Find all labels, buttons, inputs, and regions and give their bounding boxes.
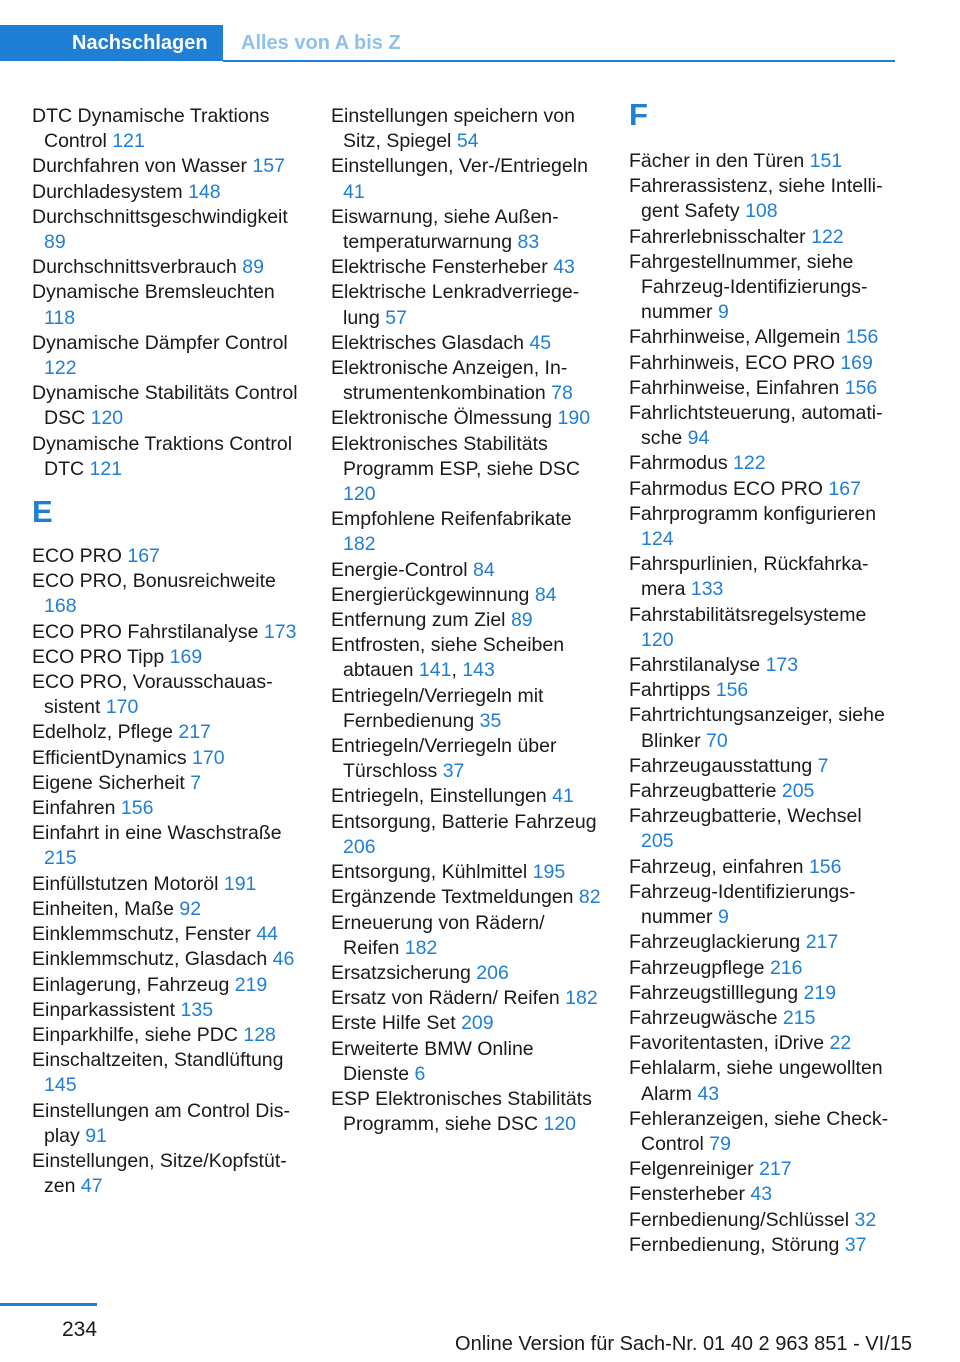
index-entry [629,174,899,224]
page-reference-link[interactable]: 45 [529,331,552,354]
index-column-2 [331,104,601,1137]
index-entry-term: Fahrzeug-Identifizierungsnummer [629,880,856,929]
page-reference-link[interactable]: 122 [733,452,766,475]
index-entry [629,754,899,779]
index-entry-term: Einheiten, Maße [32,897,174,920]
index-entry-term: Einfahren [32,797,116,820]
page-reference-link[interactable]: 156 [845,326,879,349]
index-entry [629,149,899,174]
index-entry [32,331,302,381]
page-reference-link[interactable]: 157 [252,155,285,178]
index-entry-term: Energie-Control [331,558,468,581]
page-reference-link[interactable]: 170 [105,696,139,719]
index-entry-term: Fahrtipps [629,679,711,702]
index-entry [629,779,899,804]
index-entry [629,981,899,1006]
index-entry-term: Fahrgestellnummer, siehe Fahrzeug-Identifizierungsnummer [629,250,868,324]
index-entry [629,225,899,250]
index-entry-term: Erneuerung von Rädern/ Reifen [331,911,545,959]
index-entry [629,477,899,502]
index-entry-term: Fahrstilanalyse [629,654,761,677]
index-entry-term: ESP Elektronisches Stabilitäts Programm, siehe DSC [331,1087,592,1136]
index-entry-term: Elektronische Ölmessung [331,407,553,430]
page-reference-link[interactable]: 9 [717,301,729,324]
index-entry-term: Dynamische Bremsleuchten [32,281,275,304]
index-entry-term: ECO PRO Fahrstilanalyse [32,620,259,643]
page-reference-link[interactable]: 219 [234,973,268,996]
index-entry [629,653,899,678]
page-reference-link[interactable]: 133 [690,578,724,601]
index-entry [32,432,302,482]
index-entry-term: Fahrzeugbatterie [629,780,777,803]
index-entry-term: Fahrzeugbatterie, Wechsel [629,805,862,828]
page-reference-link[interactable]: 141 [418,659,452,682]
index-entry [32,1149,302,1199]
index-entry-term: Entsorgung, Batterie Fahrzeug [331,810,597,833]
page-reference-link[interactable]: 70 [706,729,728,752]
page-reference-link[interactable]: 37 [844,1233,867,1256]
index-section-letter: E [32,494,53,530]
index-entry-term: Durchschnittsgeschwindigkeit [32,205,288,228]
page-reference-link[interactable]: 209 [461,1012,494,1035]
index-entry [331,684,601,734]
page-reference-link[interactable]: 143 [462,659,495,682]
index-entry-term: Fahrerlebnisschalter [629,225,806,248]
index-entry [331,558,601,583]
tab-alles-von-a-bis-z[interactable]: Alles von A bis Z [241,31,401,54]
index-entry [331,608,601,633]
index-entry [32,897,302,922]
index-entry [32,973,302,998]
page-reference-link[interactable]: 84 [534,583,557,606]
index-entry-term: Fahrhinweise, Allgemein [629,326,841,349]
index-entry-term: Durchladesystem [32,180,183,203]
page-reference-link[interactable]: 217 [805,931,839,954]
index-entry-term: DTC Dynamische Traktions Control [32,105,270,153]
index-entry-term: Fahrhinweis, ECO PRO [629,351,835,374]
index-entry-term: Elektronische Anzeigen, Instrumentenkombination [331,357,568,405]
index-entry-term: Entfernung zum Ziel [331,609,506,632]
page-reference-link[interactable]: 84 [473,558,495,581]
index-entry [32,569,302,619]
page-reference-link[interactable]: 128 [243,1023,276,1046]
index-entry [32,872,302,897]
index-entry-term: Ersatz von Rädern/ Reifen [331,987,560,1010]
page-reference-link[interactable]: 170 [192,746,225,769]
page-reference-link[interactable]: 167 [127,545,160,568]
page-reference-link[interactable]: 215 [782,1006,816,1029]
index-entry-term: Einstellungen am Control Display [32,1099,290,1147]
page-reference-link[interactable]: 121 [89,457,123,480]
tab-nachschlagen[interactable]: Nachschlagen [0,25,223,61]
page-reference-link[interactable]: 169 [169,645,203,668]
page-reference-link[interactable]: 206 [343,835,376,858]
page-reference-link[interactable]: 7 [190,771,202,794]
page-reference-link[interactable]: 122 [811,225,844,248]
index-entry [32,544,302,569]
index-entry-term: Einschaltzeiten, Standlüftung [32,1049,284,1072]
index-entry [629,376,899,401]
page-reference-link[interactable]: 94 [687,427,710,450]
index-entry-term: Einstellungen speichern von Sitz, Spiegel [331,105,575,153]
index-entry-term: Fernbedienung/Schlüssel [629,1208,850,1231]
page-reference-link[interactable]: 83 [517,231,540,254]
index-entry-term: Dynamische Dämpfer Control [32,331,288,354]
index-entry-term: Einfüllstutzen Motoröl [32,872,219,895]
index-entry [32,998,302,1023]
page-reference-link[interactable]: 108 [745,200,778,223]
page-reference-link[interactable]: 121 [112,130,145,153]
index-entry-term: EfficientDynamics [32,746,187,769]
index-entry-term: Einparkhilfe, siehe PDC [32,1023,238,1046]
index-entry [32,947,302,972]
index-entry [331,406,601,431]
index-entry [629,451,899,476]
page-reference-link[interactable]: 43 [697,1082,720,1105]
index-entry [629,855,899,880]
index-entry [32,746,302,771]
page-reference-link[interactable]: 43 [750,1183,773,1206]
page-reference-link[interactable]: 215 [44,847,77,870]
index-entry-term: Energierückgewinnung [331,583,530,606]
index-entry [629,956,899,981]
footer-version-text: Online Version für Sach-Nr. 01 40 2 963 851 - VI/15 [455,1333,912,1355]
index-entry-term: Fahrprogramm konfigurieren [629,502,877,525]
index-entry-term: Fahrzeugausstattung [629,754,813,777]
page-number: 234 [62,1318,98,1341]
index-column-1 [32,104,302,1199]
index-entry-term: Elektrische Lenkradverriegelung [331,281,580,329]
index-entry-term: Ergänzende Textmeldungen [331,886,574,909]
page-reference-link[interactable]: 191 [223,872,257,895]
index-entry [331,1037,601,1087]
index-entry [32,1048,302,1098]
index-entry-term: Fahrtrichtungsanzeiger, siehe Blinker [629,704,885,752]
index-entry [32,720,302,745]
page-reference-link[interactable]: 32 [854,1208,877,1231]
index-entry-term: Eigene Sicherheit [32,771,185,794]
page-reference-link[interactable]: 92 [179,897,202,920]
page-reference-link[interactable]: 205 [781,780,815,803]
header-divider [223,60,895,62]
index-entry [331,810,601,860]
page-reference-link[interactable]: 206 [476,961,509,984]
index-entry [32,280,302,330]
page-reference-link[interactable]: 89 [44,231,66,254]
index-entry [331,507,601,557]
index-entry [629,552,899,602]
index-entry-term: ECO PRO [32,545,122,568]
index-entry-term: Entsorgung, Kühlmittel [331,861,528,884]
page-reference-link[interactable]: 120 [641,628,674,651]
page-reference-link[interactable]: 41 [343,180,365,203]
index-entry [629,502,899,552]
index-entry [629,1182,899,1207]
page-reference-link[interactable]: 122 [44,357,77,380]
page-reference-link[interactable]: 195 [532,861,566,884]
index-entry [629,1107,899,1157]
page-reference-link[interactable]: 205 [641,830,674,853]
index-entry-term: ECO PRO Tipp [32,645,165,668]
header-tabs [0,25,401,61]
page-reference-link[interactable]: 167 [828,477,861,500]
index-entry [629,930,899,955]
index-entry-term: Erste Hilfe Set [331,1012,456,1035]
index-entry [331,255,601,280]
page-reference-link[interactable]: 151 [809,150,843,172]
index-entry-term: Ersatzsicherung [331,961,471,984]
page-reference-link[interactable]: 54 [456,130,479,153]
index-entry-term: Durchfahren von Wasser [32,155,247,178]
page-reference-link[interactable]: 217 [759,1158,792,1181]
index-entry-term: Elektronisches Stabilitäts Programm ESP, siehe DSC [331,432,580,480]
page-reference-link[interactable]: 91 [85,1124,107,1147]
index-entry-term: Einlagerung, Fahrzeug [32,973,230,996]
index-entry-term: Favoritentasten, iDrive [629,1032,825,1055]
index-entry-term: Fahrerassistenz, siehe Intelligent Safety [629,175,883,223]
index-entry [331,784,601,809]
index-entry-term: Fahrlichtsteuerung, automatische [629,402,883,450]
index-entry-term: Fächer in den Türen [629,150,805,172]
index-entry [331,986,601,1011]
page-reference-link[interactable]: 37 [442,760,465,783]
index-entry [629,1157,899,1182]
index-entry-term: Einklemmschutz, Glasdach [32,948,268,971]
index-entry [331,356,601,406]
page-reference-link[interactable]: 79 [709,1132,731,1155]
page-reference-link[interactable]: 156 [844,376,878,399]
footer-divider [0,1303,97,1306]
index-entry-term: Fahrzeugpflege [629,956,765,979]
index-column-3 [629,97,899,1258]
index-entry-term: Einstellungen, Sitze/Kopfstützen [32,1149,287,1198]
index-entry [331,961,601,986]
page-reference-link[interactable]: 169 [840,351,873,374]
index-entry-term: Durchschnittsverbrauch [32,256,237,279]
index-entry [629,325,899,350]
index-entry-term: Einstellungen, Ver-/Entriegeln [331,155,588,178]
index-entry-term: Fahrzeug, einfahren [629,855,804,878]
index-entry [331,154,601,204]
index-entry [331,1087,601,1137]
page-reference-link[interactable]: 118 [44,306,76,329]
page-reference-link[interactable]: 9 [717,906,729,929]
page-reference-link[interactable]: 219 [803,981,837,1004]
index-entry-term: Fahrmodus [629,452,728,475]
page-reference-link[interactable]: 78 [551,382,573,405]
index-entry-term: Einklemmschutz, Fenster [32,923,251,946]
index-entry-term: Fahrzeugstilllegung [629,981,799,1004]
index-entry [32,620,302,645]
index-entry-term: Fahrhinweise, Einfahren [629,376,840,399]
index-entry [331,1011,601,1036]
index-entry-term: Entriegeln, Einstellungen [331,785,547,808]
index-entry [629,1031,899,1056]
page-reference-link[interactable]: 173 [263,620,297,643]
page-reference-link[interactable]: 120 [90,407,124,430]
index-entry-term: ECO PRO, Vorausschauassistent [32,671,273,719]
page-reference-link[interactable]: 182 [343,533,376,556]
index-entry [331,432,601,508]
index-entry-term: Fahrzeugwäsche [629,1006,778,1029]
index-entry [331,331,601,356]
index-entry-term: Fernbedienung, Störung [629,1233,840,1256]
index-section-letter: F [629,97,648,132]
index-entry-term: Entriegeln/Verriegeln mit Fernbedienung [331,684,544,732]
page-reference-link[interactable]: 216 [769,956,803,979]
page-reference-link[interactable]: 44 [256,923,279,946]
index-entry-term: Dynamische Stabilitäts Control DSC [32,382,298,430]
index-entry [629,401,899,451]
page-reference-link[interactable]: 43 [553,256,575,279]
index-entry-term: Fehlalarm, siehe ungewollten Alarm [629,1057,883,1105]
index-entry-term: Einparkassistent [32,998,176,1021]
index-entry [331,911,601,961]
page-reference-link[interactable]: 173 [765,654,799,677]
index-entry [629,1056,899,1106]
page-reference-link[interactable]: 124 [641,528,674,551]
index-entry [629,1208,899,1233]
page-reference-link[interactable]: 22 [829,1032,852,1055]
page-reference-link[interactable]: 57 [385,306,407,329]
index-entry-term: Entriegeln/Verriegeln über Türschloss [331,735,557,783]
index-entry [629,804,899,854]
page-reference-link[interactable]: 145 [44,1074,77,1097]
index-entry [32,255,302,280]
index-entry [32,670,302,720]
index-entry [32,771,302,796]
index-entry [629,603,899,653]
page-reference-link[interactable]: 46 [272,948,295,971]
index-entry-term: Edelholz, Pflege [32,721,173,744]
index-entry [32,104,302,154]
page-reference-link[interactable]: 35 [479,709,502,732]
index-entry-term: Eiswarnung, siehe Außentemperaturwarnung [331,205,559,254]
index-entry [32,381,302,431]
index-entry-term: Elektrisches Glasdach [331,331,524,354]
index-entry [331,104,601,154]
index-entry [629,250,899,326]
page-reference-link[interactable]: 156 [715,679,749,702]
index-entry [331,734,601,784]
page-reference-link[interactable]: 156 [120,797,154,820]
index-entry-term: Einfahrt in eine Waschstraße [32,822,282,845]
page-reference-link[interactable]: 168 [44,595,77,618]
index-entry [32,1099,302,1149]
index-entry [629,678,899,703]
index-entry-term: Fahrstabilitätsregelsysteme [629,603,867,626]
index-entry [629,1006,899,1031]
page-reference-link[interactable]: 135 [180,998,214,1021]
index-entry [331,205,601,255]
index-entry-term: ECO PRO, Bonusreichweite [32,570,276,593]
index-entry [32,922,302,947]
index-entry: Entfrosten, siehe Scheiben abtauen 141, 143 [331,634,565,682]
index-entry [32,180,302,205]
page-reference-link[interactable]: 120 [543,1113,577,1136]
index-entry [331,860,601,885]
index-entry-term: Fehleranzeigen, siehe Check-Control [629,1107,889,1155]
index-entry [629,351,899,376]
index-entry-term: Empfohlene Reifenfabrikate [331,508,572,531]
page-reference-link[interactable]: 82 [578,886,601,909]
page-reference-link[interactable]: 89 [242,256,264,279]
index-entry [629,703,899,753]
index-entry-term: Dynamische Traktions Control DTC [32,432,293,480]
index-entry-term: Fahrmodus ECO PRO [629,477,823,500]
page-reference-link[interactable]: 41 [552,785,574,808]
page-reference-link[interactable]: 156 [808,855,842,878]
index-entry [32,1023,302,1048]
index-entry [629,1233,899,1258]
index-entry [32,821,302,871]
index-entry [32,154,302,179]
page-reference-link[interactable]: 47 [80,1175,103,1198]
page-reference-link[interactable]: 7 [817,754,829,777]
index-entry [32,796,302,821]
index-entry-term: Fahrzeuglackierung [629,931,801,954]
index-entry-term: Entfrosten, siehe Scheiben abtauen [331,634,565,682]
page-reference-link[interactable]: 217 [178,721,211,744]
page-reference-link[interactable]: 120 [343,483,376,506]
page-reference-link[interactable]: 148 [188,180,221,203]
index-entry [32,645,302,670]
index-entry-term: Felgenreiniger [629,1158,754,1181]
index-entry-term: Erweiterte BMW Online Dienste [331,1037,534,1085]
index-entry [32,205,302,255]
index-entry-term: Elektrische Fensterheber [331,256,548,279]
index-entry [331,280,601,330]
index-entry [331,583,601,608]
page-reference-link[interactable]: 6 [414,1062,426,1085]
index-entry-term: Fahrspurlinien, Rückfahrkamera [629,553,869,601]
index-entry [331,885,601,910]
index-entry-term: Fensterheber [629,1183,745,1206]
page-reference-link[interactable]: 190 [557,407,591,430]
page-reference-link[interactable]: 182 [565,987,598,1010]
page-reference-link[interactable]: 182 [404,936,438,959]
page-reference-link[interactable]: 89 [510,609,533,632]
index-entry [629,880,899,930]
